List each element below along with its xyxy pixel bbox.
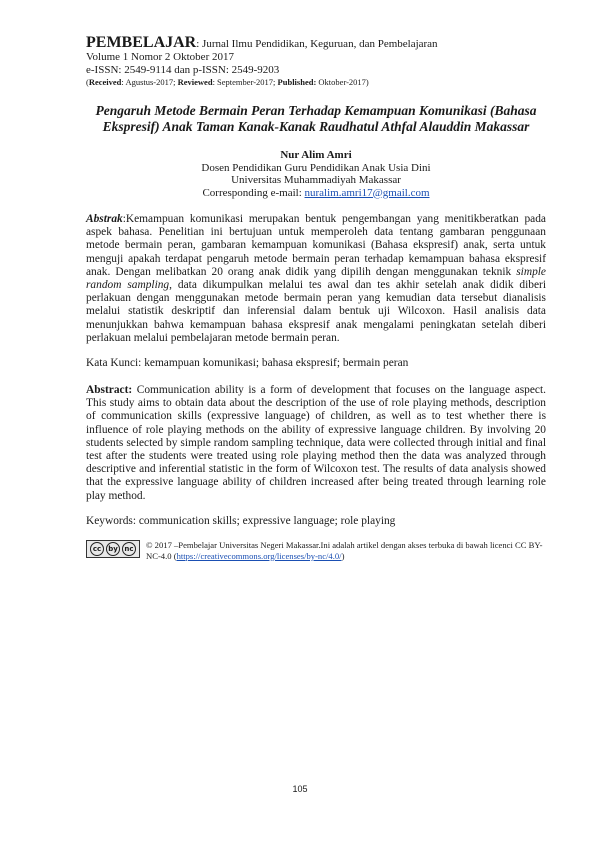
kata-kunci: Kata Kunci: kemampuan komunikasi; bahasa ekspresif; bermain peran — [86, 357, 409, 370]
published-label: Published: — [277, 77, 317, 87]
abstract-text: Communication ability is a form of development that focuses on the language aspect. This study aims to obtain data about the description of the use of role playing methods, description of communication skills (expressive language) of children, as well as to test whether there is influence of role playing methods on the ability of expressive language children. By involving 20 students selected by simple random sampling technique, data were collected through initial and final test after the students were treated using role playing method then the data was analyzed through descriptive and inferential statistic in the form of Wilcoxon test. The results of data analysis showed that the expressive language ability of children increased after being treated through learning role play method. — [86, 384, 546, 502]
author-email-link[interactable]: nuralim.amri17@gmail.com — [304, 186, 430, 199]
review-dates: (Received: Agustus-2017; Reviewed: September-2017; Published: Oktober-2017) — [86, 77, 369, 87]
license-text-2: ) — [341, 550, 345, 561]
license-text — [146, 540, 546, 562]
email-label: Corresponding e-mail: — [202, 186, 305, 199]
journal-header — [86, 36, 546, 51]
author-name: Nur Alim Amri — [280, 149, 352, 161]
cc-badge-nc: nc — [122, 542, 136, 556]
journal-name: PEMBELAJAR — [86, 34, 197, 51]
published-date: Oktober-2017) — [316, 77, 369, 87]
author-email-line — [86, 187, 546, 200]
journal-subtitle: : Jurnal Ilmu Pendidikan, Keguruan, dan Pembelajaran — [196, 38, 438, 50]
reviewed-date: : September-2017; — [212, 77, 276, 87]
reviewed-label: Reviewed — [177, 77, 213, 87]
license-block — [86, 540, 546, 562]
journal-volume: Volume 1 Nomor 2 Oktober 2017 — [86, 51, 234, 63]
paper-title: Pengaruh Metode Bermain Peran Terhadap Kemampuan Komunikasi (Bahasa Ekspresif) Anak Taman Kanak-Kanak Raudhatul Athfal Alauddin Makassar — [95, 103, 537, 134]
abstract-paragraph — [86, 384, 546, 503]
received-date: : Agustus-2017; — [121, 77, 176, 87]
paper-page — [86, 36, 546, 562]
abstrak-label: Abstrak — [86, 213, 123, 225]
cc-badge-cc: cc — [90, 542, 104, 556]
journal-issn: e-ISSN: 2549-9114 dan p-ISSN: 2549-9203 — [86, 64, 280, 76]
author-institution: Universitas Muhammadiyah Makassar — [231, 174, 401, 186]
page-number: 105 — [292, 784, 308, 794]
keywords: Keywords: communication skills; expressive language; role playing — [86, 514, 396, 527]
author-block — [86, 149, 546, 199]
received-label: Received — [88, 77, 122, 87]
cc-license-icon[interactable] — [86, 540, 140, 558]
abstrak-text-1: :Kemampuan komunikasi merupakan bentuk pengembangan yang menitikberatkan pada aspek bahasa. Penelitian ini bertujuan untuk memperoleh data tentang gambaran penggunaan metode bermain peran, gambaran kemampuan komunikasi (Bahasa ekspresif) anak, serta untuk menguji apakah terdapat pengaruh metode bermain peran terhadap kemampuan bahasa ekspresif anak. Dengan melibatkan 20 orang anak didik yang dipilih dengan menggunakan teknik — [86, 213, 546, 278]
abstrak-text-italic: simple random sampling — [86, 265, 546, 292]
cc-badge-by: by — [106, 542, 120, 556]
abstrak-paragraph — [86, 213, 546, 345]
license-url-link[interactable]: https://creativecommons.org/licenses/by-nc/4.0/ — [176, 550, 342, 561]
abstract-label: Abstract: — [86, 384, 133, 397]
author-position: Dosen Pendidikan Guru Pendidikan Anak Usia Dini — [201, 161, 431, 174]
abstrak-text-2: , data dikumpulkan melalui tes awal dan tes akhir setelah anak didik diberi perlakuan dengan menggunakan metode bermain peran yang kemudian data tersebut dianalisis melalui statistik deskriptif dan inferensial dalam bentuk uji Wilcoxon. Hasil analisis data menunjukkan bahwa kemampuan bahasa ekspresif anak mengalami peningkatan setelah diberi perlakuan melalui pembelajaran metode bermain peran. — [86, 279, 546, 344]
license-text-1: © 2017 –Pembelajar Universitas Negeri Makassar.Ini adalah artikel dengan akses terbuka di bawah licenci CC BY-NC-4.0 ( — [146, 539, 543, 561]
